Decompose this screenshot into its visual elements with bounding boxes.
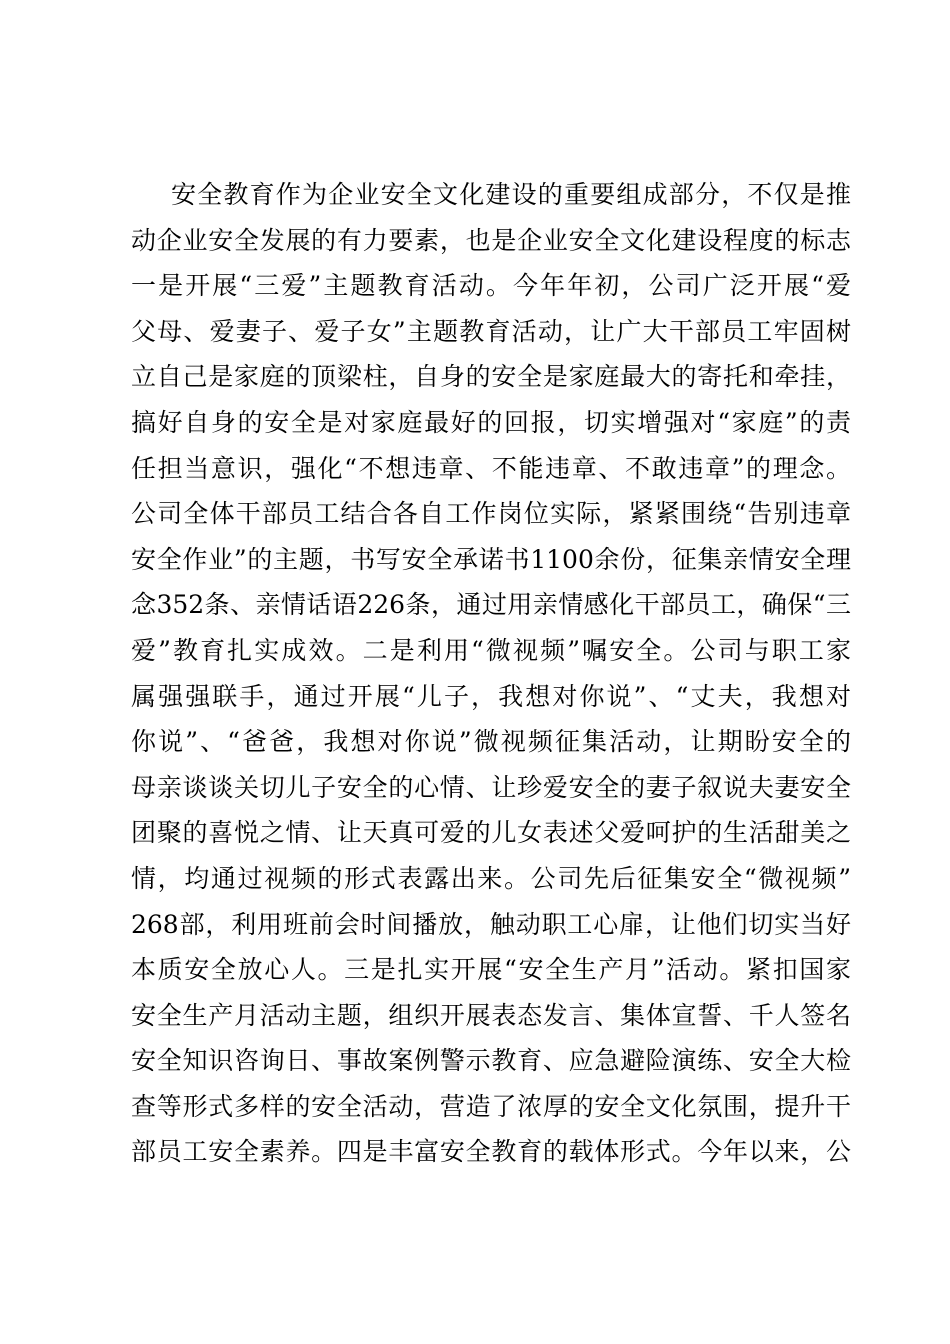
text-line: 父母、爱妻子、爱子女”主题教育活动，让广大干部员工牢固树 <box>131 316 851 346</box>
text-line: 任担当意识，强化“不想违章、不能违章、不敢违章”的理念。 <box>131 453 851 483</box>
text-line: 部员工安全素养。四是丰富安全教育的载体形式。今年以来，公 <box>131 1137 851 1167</box>
text-line: 情，均通过视频的形式表露出来。公司先后征集安全“微视频” <box>131 863 851 893</box>
text-line: 爱”教育扎实成效。二是利用“微视频”嘱安全。公司与职工家 <box>131 635 851 665</box>
text-line: 你说”、“爸爸，我想对你说”微视频征集活动，让期盼安全的 <box>131 727 851 757</box>
body-paragraph <box>131 172 851 1175</box>
text-line: 搞好自身的安全是对家庭最好的回报，切实增强对“家庭”的责 <box>131 407 851 437</box>
text-line: 安全生产月活动主题，组织开展表态发言、集体宣誓、千人签名 <box>131 1000 851 1030</box>
text-line: 查等形式多样的安全活动，营造了浓厚的安全文化氛围，提升干 <box>131 1091 851 1121</box>
text-line: 团聚的喜悦之情、让天真可爱的儿女表述父爱呵护的生活甜美之 <box>131 818 851 848</box>
text-line: 安全教育作为企业安全文化建设的重要组成部分，不仅是推 <box>171 180 851 209</box>
text-line: 动企业安全发展的有力要素，也是企业安全文化建设程度的标志 <box>131 225 851 255</box>
text-line: 念352条、亲情话语226条，通过用亲情感化干部员工，确保“三 <box>131 590 851 620</box>
text-line: 公司全体干部员工结合各自工作岗位实际，紧紧围绕“告别违章 <box>131 499 851 529</box>
text-line: 母亲谈谈关切儿子安全的心情、让珍爱安全的妻子叙说夫妻安全 <box>131 772 851 802</box>
text-line: 属强强联手，通过开展“儿子，我想对你说”、“丈夫，我想对 <box>131 681 851 711</box>
text-line: 本质安全放心人。三是扎实开展“安全生产月”活动。紧扣国家 <box>131 955 851 985</box>
text-line: 一是开展“三爱”主题教育活动。今年年初，公司广泛开展“爱 <box>131 271 851 301</box>
text-line: 安全知识咨询日、事故案例警示教育、应急避险演练、安全大检 <box>131 1046 851 1076</box>
text-line: 268部，利用班前会时间播放，触动职工心扉，让他们切实当好 <box>131 909 851 939</box>
text-line: 立自己是家庭的顶梁柱，自身的安全是家庭最大的寄托和牵挂， <box>131 362 851 392</box>
text-line: 安全作业”的主题，书写安全承诺书1100余份，征集亲情安全理 <box>131 544 851 574</box>
